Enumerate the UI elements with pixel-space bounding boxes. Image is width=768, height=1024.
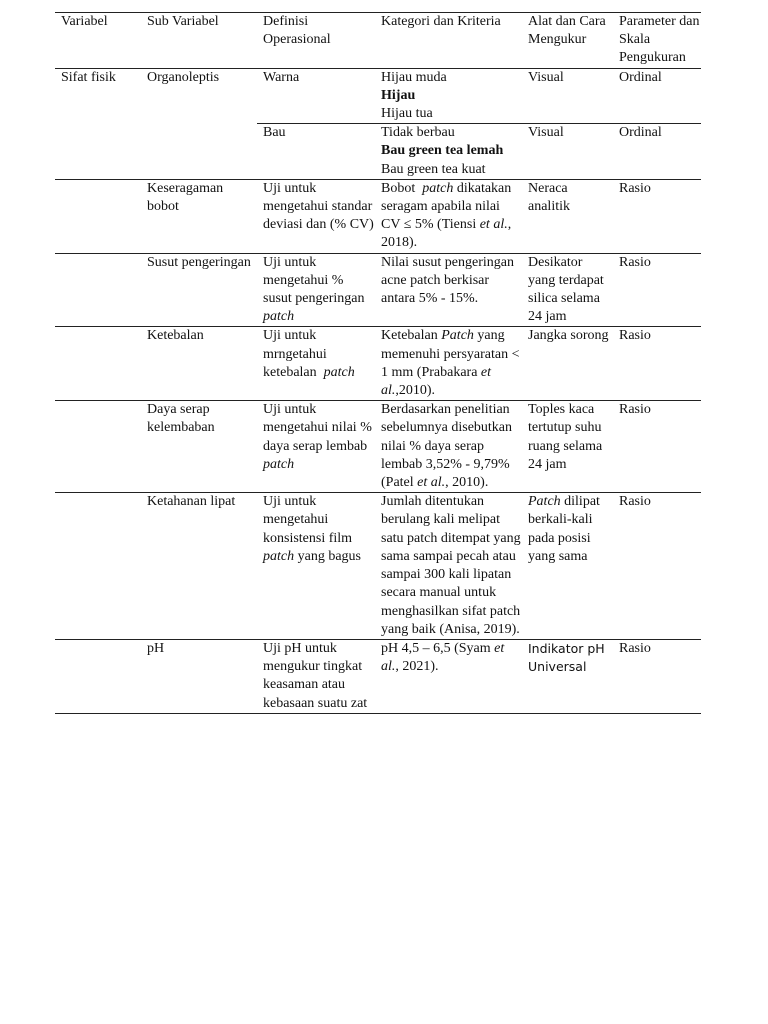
kategori-italic: Patch [441, 328, 474, 344]
table-row-keseragaman [55, 179, 701, 253]
kategori-text: Bobot [381, 180, 416, 196]
cell-alat-daya-serap: Toples kaca tertutup suhu ruang selama 24 jam [522, 401, 613, 493]
header-definisi: Definisi Operasional [257, 13, 375, 69]
cell-skala-bau: Ordinal [613, 124, 701, 180]
cell-alat-ketahanan [522, 493, 613, 640]
cell-skala-warna: Ordinal [613, 68, 701, 124]
cell-skala-susut: Rasio [613, 253, 701, 327]
kategori-warna-3: Hijau tua [381, 106, 433, 122]
cell-sub-organoleptis: Organoleptis [141, 68, 257, 179]
cell-skala-daya-serap: Rasio [613, 401, 701, 493]
definisi-italic: patch [263, 309, 295, 325]
kategori-text: pH 4,5 – 6,5 (Syam [381, 640, 491, 656]
cell-definisi-ketahanan [257, 493, 375, 640]
cell-skala-keseragaman: Rasio [613, 179, 701, 253]
kategori-italic: et al. [479, 217, 508, 233]
cell-definisi-keseragaman: Uji untuk mengetahui standar deviasi dan (% CV) [257, 179, 375, 253]
definisi-italic: patch [263, 456, 295, 472]
kategori-text: dikatakan seragam apabila nilai CV ≤ 5% (Tiensi [381, 180, 512, 233]
header-kategori: Kategori dan Kriteria [375, 13, 522, 69]
cell-sub-keseragaman: Keseragaman bobot [141, 179, 257, 253]
header-alat: Alat dan Cara Mengukur [522, 13, 613, 69]
cell-variabel-empty [55, 179, 141, 253]
table-row-daya-serap [55, 401, 701, 493]
variable-definition-table [55, 12, 701, 714]
table-row-warna [55, 68, 701, 124]
definisi-text: Uji untuk mengetahui konsistensi film [263, 494, 353, 546]
kategori-text: Berdasarkan penelitian sebelumnya disebutkan nilai % daya serap lembab 3,52% - 9,79% (Patel [381, 402, 513, 491]
table-row-ketebalan [55, 327, 701, 401]
cell-sub-ph: pH [141, 639, 257, 713]
table-row-ketahanan [55, 493, 701, 640]
cell-kategori-keseragaman [375, 179, 522, 253]
kategori-bau-3: Bau green tea kuat [381, 161, 486, 177]
definisi-text: Uji untuk mrngetahui ketebalan [263, 328, 327, 380]
cell-variabel-empty [55, 639, 141, 713]
cell-variabel-empty [55, 401, 141, 493]
header-sub-variabel: Sub Variabel [141, 13, 257, 69]
kategori-text: yang memenuhi persyaratan < 1 mm (Prabakara [381, 328, 520, 380]
cell-definisi-ketebalan [257, 327, 375, 401]
cell-sub-ketahanan: Ketahanan lipat [141, 493, 257, 640]
kategori-bau-1: Tidak berbau [381, 125, 455, 141]
cell-alat-susut: Desikator yang terdapat silica selama 24 jam [522, 253, 613, 327]
cell-variabel-empty [55, 327, 141, 401]
header-variabel: Variabel [55, 13, 141, 69]
alat-italic: Patch [528, 494, 561, 510]
table-row-susut [55, 253, 701, 327]
cell-alat-warna: Visual [522, 68, 613, 124]
kategori-text: Ketebalan [381, 328, 438, 344]
cell-sub-daya-serap: Daya serap kelembaban [141, 401, 257, 493]
cell-definisi-warna: Warna [257, 68, 375, 124]
cell-kategori-warna [375, 68, 522, 124]
cell-definisi-bau: Bau [257, 124, 375, 180]
cell-alat-ketebalan: Jangka sorong [522, 327, 613, 401]
kategori-italic: patch [422, 180, 454, 196]
header-parameter: Parameter dan Skala Pengukuran [613, 13, 701, 69]
cell-skala-ketahanan: Rasio [613, 493, 701, 640]
cell-definisi-susut [257, 253, 375, 327]
cell-variabel-sifat-fisik: Sifat fisik [55, 68, 141, 179]
cell-skala-ketebalan: Rasio [613, 327, 701, 401]
definisi-italic: patch [263, 548, 295, 564]
kategori-warna-1: Hijau muda [381, 69, 447, 85]
cell-definisi-daya-serap [257, 401, 375, 493]
table-row-ph [55, 639, 701, 713]
kategori-bau-2: Bau green tea lemah [381, 143, 504, 159]
cell-skala-ph: Rasio [613, 639, 701, 713]
definisi-text: yang bagus [297, 548, 361, 564]
cell-sub-ketebalan: Ketebalan [141, 327, 257, 401]
kategori-text: ,2010). [395, 383, 436, 399]
cell-alat-keseragaman: Neraca analitik [522, 179, 613, 253]
kategori-text: , 2018). [381, 217, 512, 251]
kategori-text: , 2010). [445, 475, 489, 491]
kategori-warna-2: Hijau [381, 87, 416, 103]
cell-kategori-daya-serap [375, 401, 522, 493]
cell-alat-bau: Visual [522, 124, 613, 180]
kategori-italic: et al. [381, 640, 505, 675]
kategori-text: , 2021). [395, 659, 439, 675]
cell-kategori-ketebalan [375, 327, 522, 401]
cell-kategori-bau [375, 124, 522, 180]
cell-sub-susut: Susut pengeringan [141, 253, 257, 327]
cell-variabel-empty [55, 493, 141, 640]
definisi-italic: patch [323, 364, 355, 380]
definisi-text: Uji untuk mengetahui % susut pengeringan [263, 254, 365, 307]
alat-text: dilipat berkali-kali pada posisi yang sama [528, 494, 600, 564]
kategori-italic: et al. [381, 364, 492, 399]
table-header-row [55, 13, 701, 69]
cell-kategori-ketahanan: Jumlah ditentukan berulang kali melipat satu patch ditempat yang sama sampai pecah atau sampai 300 kali lipatan secara manual untuk menghasilkan sifat patch yang baik (Anisa, 2019). [375, 493, 522, 640]
cell-variabel-empty [55, 253, 141, 327]
cell-kategori-susut: Nilai susut pengeringan acne patch berkisar antara 5% - 15%. [375, 253, 522, 327]
cell-definisi-ph: Uji pH untuk mengukur tingkat keasaman atau kebasaan suatu zat [257, 639, 375, 713]
definisi-text: Uji untuk mengetahui nilai % daya serap lembab [263, 402, 372, 454]
cell-kategori-ph [375, 639, 522, 713]
cell-alat-ph: Indikator pH Universal [522, 639, 613, 713]
kategori-italic: et al. [417, 475, 446, 491]
